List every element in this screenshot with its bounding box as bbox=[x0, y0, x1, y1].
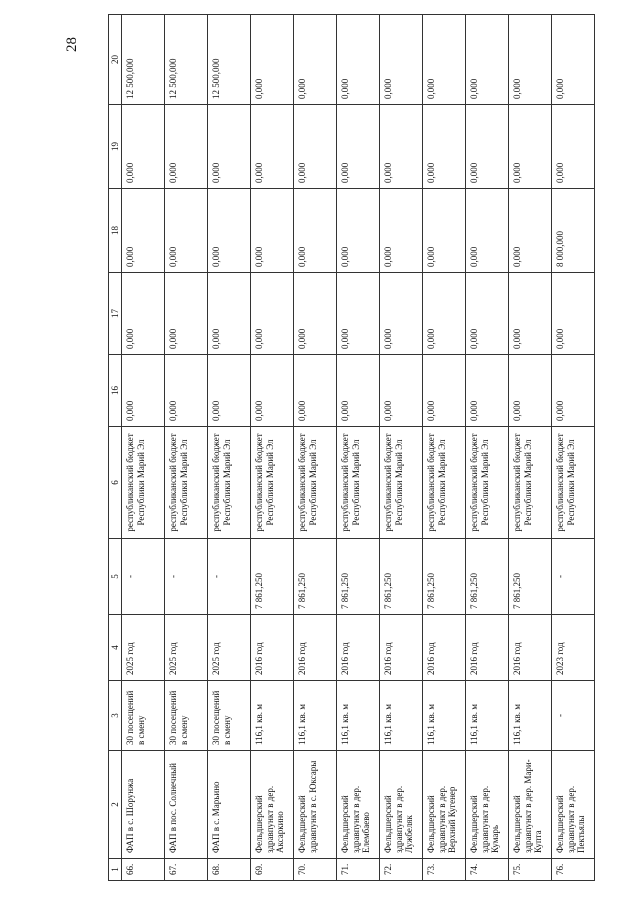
funding-source: республиканский бюджет Республики Марий Эл bbox=[122, 427, 165, 539]
year: 2016 год bbox=[466, 615, 509, 681]
value-col19: 0,000 bbox=[509, 105, 552, 189]
row-number: 70. bbox=[294, 859, 337, 881]
capacity: 30 посещений в смену bbox=[208, 681, 251, 751]
table-row bbox=[165, 15, 208, 881]
amount-col5: 7 861,250 bbox=[251, 539, 294, 615]
object-name: Фельдшерский здравпункт в дер. Аксаркино bbox=[251, 751, 294, 859]
capacity: 116,1 кв. м bbox=[294, 681, 337, 751]
funding-source: республиканский бюджет Республики Марий Эл bbox=[337, 427, 380, 539]
value-col16: 0,000 bbox=[509, 355, 552, 427]
funding-source: республиканский бюджет Республики Марий Эл bbox=[165, 427, 208, 539]
row-number: 74. bbox=[466, 859, 509, 881]
amount-col5: - bbox=[165, 539, 208, 615]
table-row bbox=[423, 15, 466, 881]
year: 2025 год bbox=[165, 615, 208, 681]
value-col20: 0,000 bbox=[251, 15, 294, 105]
object-name: ФАП в пос. Солнечный bbox=[165, 751, 208, 859]
value-col17: 0,000 bbox=[294, 273, 337, 355]
amount-col5: - bbox=[122, 539, 165, 615]
funding-source: республиканский бюджет Республики Марий Эл bbox=[509, 427, 552, 539]
amount-col5: 7 861,250 bbox=[509, 539, 552, 615]
value-col17: 0,000 bbox=[337, 273, 380, 355]
value-col20: 0,000 bbox=[552, 15, 595, 105]
row-number: 69. bbox=[251, 859, 294, 881]
row-number: 76. bbox=[552, 859, 595, 881]
value-col19: 0,000 bbox=[251, 105, 294, 189]
column-header: 5 bbox=[109, 539, 122, 615]
funding-source: республиканский бюджет Республики Марий Эл bbox=[552, 427, 595, 539]
value-col18: 8 000,000 bbox=[552, 189, 595, 273]
column-header: 18 bbox=[109, 189, 122, 273]
column-header: 20 bbox=[109, 15, 122, 105]
capacity: 116,1 кв. м bbox=[251, 681, 294, 751]
value-col19: 0,000 bbox=[337, 105, 380, 189]
page-number: 28 bbox=[64, 37, 80, 52]
year: 2016 год bbox=[251, 615, 294, 681]
value-col18: 0,000 bbox=[122, 189, 165, 273]
value-col20: 12 500,000 bbox=[208, 15, 251, 105]
data-table bbox=[108, 14, 595, 881]
column-header: 6 bbox=[109, 427, 122, 539]
row-number: 68. bbox=[208, 859, 251, 881]
value-col20: 0,000 bbox=[423, 15, 466, 105]
funding-source: республиканский бюджет Республики Марий Эл bbox=[251, 427, 294, 539]
capacity: 116,1 кв. м bbox=[509, 681, 552, 751]
value-col18: 0,000 bbox=[165, 189, 208, 273]
table-row bbox=[509, 15, 552, 881]
value-col18: 0,000 bbox=[294, 189, 337, 273]
capacity: 30 посещений в смену bbox=[122, 681, 165, 751]
column-header: 19 bbox=[109, 105, 122, 189]
value-col17: 0,000 bbox=[208, 273, 251, 355]
row-number: 66. bbox=[122, 859, 165, 881]
value-col19: 0,000 bbox=[552, 105, 595, 189]
value-col19: 0,000 bbox=[466, 105, 509, 189]
value-col16: 0,000 bbox=[466, 355, 509, 427]
value-col20: 12 500,000 bbox=[122, 15, 165, 105]
value-col16: 0,000 bbox=[337, 355, 380, 427]
value-col17: 0,000 bbox=[466, 273, 509, 355]
value-col16: 0,000 bbox=[122, 355, 165, 427]
table-row bbox=[380, 15, 423, 881]
value-col19: 0,000 bbox=[208, 105, 251, 189]
value-col17: 0,000 bbox=[423, 273, 466, 355]
year: 2025 год bbox=[122, 615, 165, 681]
object-name: Фельдшерский здравпункт в дер. Лужбеляк bbox=[380, 751, 423, 859]
year: 2016 год bbox=[380, 615, 423, 681]
amount-col5: 7 861,250 bbox=[294, 539, 337, 615]
value-col20: 0,000 bbox=[294, 15, 337, 105]
column-header: 1 bbox=[109, 859, 122, 881]
year: 2023 год bbox=[552, 615, 595, 681]
value-col19: 0,000 bbox=[294, 105, 337, 189]
value-col20: 0,000 bbox=[466, 15, 509, 105]
object-name: Фельдшерский здравпункт в дер. Мари-Купта bbox=[509, 751, 552, 859]
funding-source: республиканский бюджет Республики Марий Эл bbox=[423, 427, 466, 539]
table-row bbox=[208, 15, 251, 881]
row-number: 73. bbox=[423, 859, 466, 881]
value-col20: 0,000 bbox=[380, 15, 423, 105]
value-col20: 0,000 bbox=[509, 15, 552, 105]
table-body bbox=[122, 15, 595, 881]
value-col18: 0,000 bbox=[466, 189, 509, 273]
value-col17: 0,000 bbox=[509, 273, 552, 355]
value-col16: 0,000 bbox=[552, 355, 595, 427]
value-col19: 0,000 bbox=[423, 105, 466, 189]
value-col16: 0,000 bbox=[294, 355, 337, 427]
value-col17: 0,000 bbox=[552, 273, 595, 355]
value-col19: 0,000 bbox=[122, 105, 165, 189]
amount-col5: - bbox=[552, 539, 595, 615]
capacity: 116,1 кв. м bbox=[466, 681, 509, 751]
column-header: 17 bbox=[109, 273, 122, 355]
value-col20: 12 500,000 bbox=[165, 15, 208, 105]
value-col18: 0,000 bbox=[509, 189, 552, 273]
table-row bbox=[122, 15, 165, 881]
value-col19: 0,000 bbox=[380, 105, 423, 189]
amount-col5: 7 861,250 bbox=[380, 539, 423, 615]
funding-source: республиканский бюджет Республики Марий Эл bbox=[466, 427, 509, 539]
object-name: Фельдшерский здравпункт в с. Юксары bbox=[294, 751, 337, 859]
value-col20: 0,000 bbox=[337, 15, 380, 105]
column-header: 3 bbox=[109, 681, 122, 751]
year: 2016 год bbox=[423, 615, 466, 681]
header-row bbox=[109, 15, 122, 881]
object-name: Фельдшерский здравпункт в дер. Пектьялы bbox=[552, 751, 595, 859]
value-col19: 0,000 bbox=[165, 105, 208, 189]
capacity: 116,1 кв. м bbox=[380, 681, 423, 751]
row-number: 67. bbox=[165, 859, 208, 881]
value-col17: 0,000 bbox=[122, 273, 165, 355]
table-row bbox=[337, 15, 380, 881]
column-header: 2 bbox=[109, 751, 122, 859]
object-name: Фельдшерский здравпункт в дер. Елембаево bbox=[337, 751, 380, 859]
row-number: 75. bbox=[509, 859, 552, 881]
value-col16: 0,000 bbox=[208, 355, 251, 427]
funding-source: республиканский бюджет Республики Марий Эл bbox=[380, 427, 423, 539]
value-col16: 0,000 bbox=[165, 355, 208, 427]
year: 2016 год bbox=[509, 615, 552, 681]
value-col18: 0,000 bbox=[380, 189, 423, 273]
value-col18: 0,000 bbox=[208, 189, 251, 273]
amount-col5: - bbox=[208, 539, 251, 615]
capacity: 116,1 кв. м bbox=[423, 681, 466, 751]
object-name: ФАП в с. Шорунжа bbox=[122, 751, 165, 859]
year: 2025 год bbox=[208, 615, 251, 681]
value-col18: 0,000 bbox=[423, 189, 466, 273]
table-row bbox=[466, 15, 509, 881]
value-col18: 0,000 bbox=[251, 189, 294, 273]
capacity: 116,1 кв. м bbox=[337, 681, 380, 751]
funding-source: республиканский бюджет Республики Марий Эл bbox=[208, 427, 251, 539]
table-row bbox=[294, 15, 337, 881]
column-header: 4 bbox=[109, 615, 122, 681]
table-row bbox=[251, 15, 294, 881]
year: 2016 год bbox=[337, 615, 380, 681]
funding-source: республиканский бюджет Республики Марий Эл bbox=[294, 427, 337, 539]
value-col16: 0,000 bbox=[380, 355, 423, 427]
object-name: Фельдшерский здравпункт в дер. Верхний Кугенер bbox=[423, 751, 466, 859]
capacity: 30 посещений в смену bbox=[165, 681, 208, 751]
value-col16: 0,000 bbox=[251, 355, 294, 427]
object-name: Фельдшерский здравпункт в дер. Кумарь bbox=[466, 751, 509, 859]
value-col17: 0,000 bbox=[165, 273, 208, 355]
capacity: - bbox=[552, 681, 595, 751]
table-row bbox=[552, 15, 595, 881]
value-col18: 0,000 bbox=[337, 189, 380, 273]
column-header: 16 bbox=[109, 355, 122, 427]
row-number: 71. bbox=[337, 859, 380, 881]
value-col16: 0,000 bbox=[423, 355, 466, 427]
amount-col5: 7 861,250 bbox=[466, 539, 509, 615]
row-number: 72. bbox=[380, 859, 423, 881]
year: 2016 год bbox=[294, 615, 337, 681]
object-name: ФАП в с. Марьино bbox=[208, 751, 251, 859]
value-col17: 0,000 bbox=[251, 273, 294, 355]
amount-col5: 7 861,250 bbox=[423, 539, 466, 615]
value-col17: 0,000 bbox=[380, 273, 423, 355]
amount-col5: 7 861,250 bbox=[337, 539, 380, 615]
